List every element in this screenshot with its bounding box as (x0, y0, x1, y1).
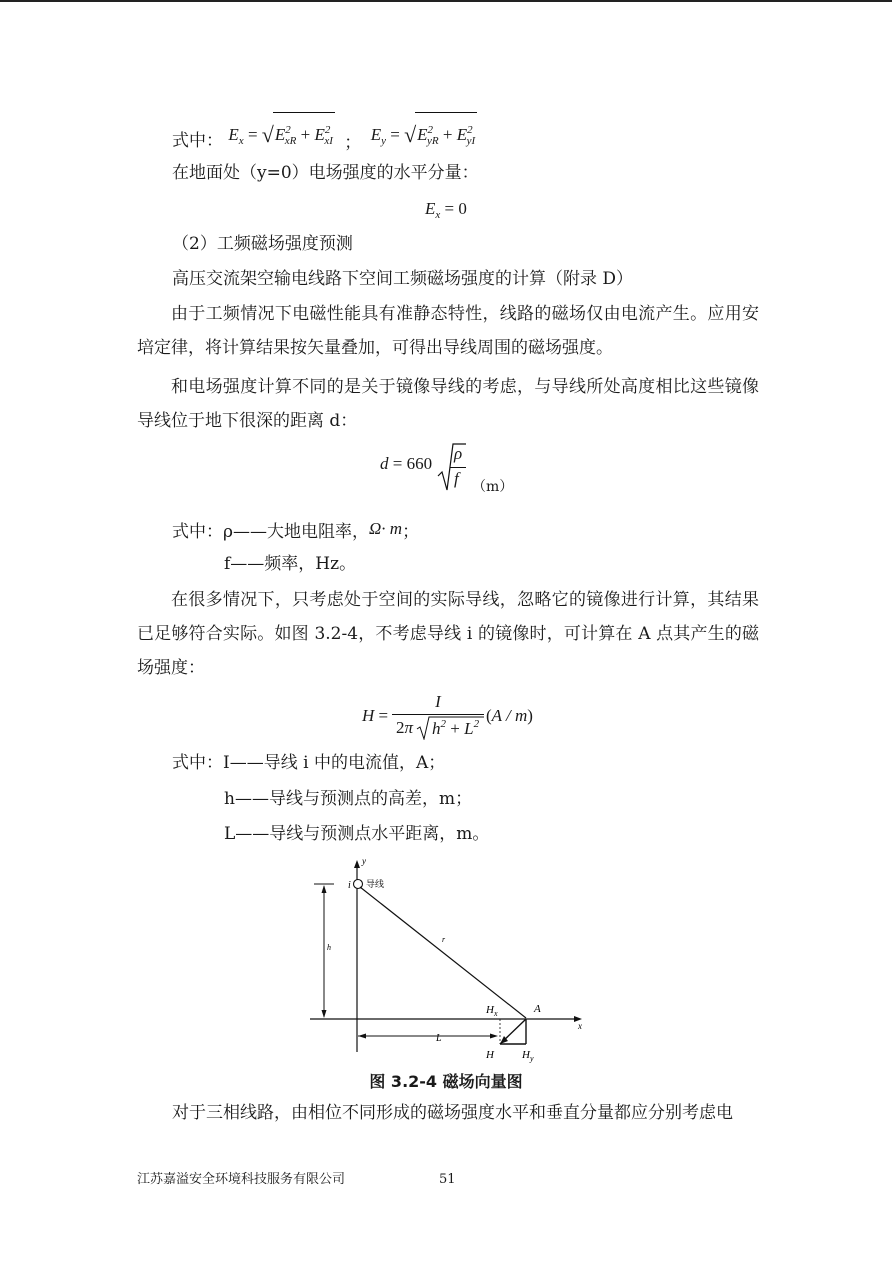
rho-suffix: ； (402, 522, 420, 542)
formula-ex-zero: $E_x = 0$ (425, 199, 467, 221)
section-heading: （2）工频磁场强度预测 (172, 234, 353, 254)
rho-definition (172, 512, 419, 549)
three-phase-text: 对于三相线路，由相位不同形成的磁场强度水平和垂直分量都应分别考虑电 (172, 1103, 733, 1123)
h-label: h (327, 943, 331, 952)
radical-sign (436, 442, 468, 494)
conductor-label: 导线 (366, 879, 385, 889)
formula-ey: $E_y = √E^2_{yR} + E^2_{yI}$ (371, 125, 477, 144)
hy-label: $H_y$ (522, 1049, 534, 1063)
l-label: L (436, 1033, 442, 1044)
magnetic-field-vector-diagram (300, 852, 600, 1067)
paragraph-image-conductor: 和电场强度计算不同的是关于镜像导线的考虑，与导线所处高度相比这些镜像导线位于地下很深的距离 d： (137, 377, 759, 431)
y-axis-label: y (362, 856, 366, 866)
point-a-label: A (534, 1003, 541, 1015)
rho-label: 式中：ρ——大地电阻率， (172, 522, 369, 542)
ground-level-text: 在地面处（y=0）电场强度的水平分量： (172, 163, 479, 183)
paragraph-quasistatic: 由于工频情况下电磁性能具有准静态特性，线路的磁场仅由电流产生。应用安培定律，将计算结果按矢量叠加，可得出导线周围的磁场强度。 (137, 304, 759, 358)
h-vector-label: H (486, 1049, 494, 1061)
formula-ex-ey-line (172, 112, 477, 153)
appendix-text: 高压交流架空输电线路下空间工频磁场强度的计算（附录 D） (172, 269, 634, 289)
hx-label: $H_x$ (486, 1004, 498, 1018)
d-unit: （m） (472, 479, 514, 495)
footer-company: 江苏嘉溢安全环境科技服务有限公司 (137, 1172, 346, 1187)
top-rule (0, 0, 892, 2)
separator: ； (344, 133, 362, 153)
h-definition: h——导线与预测点的高差，m； (224, 789, 473, 809)
page-number: 51 (439, 1172, 456, 1187)
paragraph-field-strength: 在很多情况下，只考虑处于空间的实际导线，忽略它的镜像进行计算，其结果已足够符合实际。如图 3.2-4，不考虑导线 i 的镜像时，可计算在 A 点其产生的磁场强度： (137, 590, 759, 678)
formula-ex: $E_x = √E^2_{xR} + E^2_{xI}$ (228, 125, 334, 144)
figure-caption: 图 3.2-4 磁场向量图 (369, 1072, 523, 1091)
distance-r-line (360, 887, 526, 1018)
prefix-text: 式中： (172, 131, 223, 151)
x-axis-label: x (578, 1021, 582, 1031)
l-definition: L——导线与预测点水平距离，m。 (224, 824, 490, 844)
r-label: r (442, 935, 446, 944)
rho-unit: Ω· m (369, 519, 403, 538)
i-definition: 式中：I——导线 i 中的电流值，A； (172, 753, 446, 773)
f-definition: f——频率，Hz。 (224, 554, 357, 574)
conductor-i-label: i (348, 880, 351, 891)
